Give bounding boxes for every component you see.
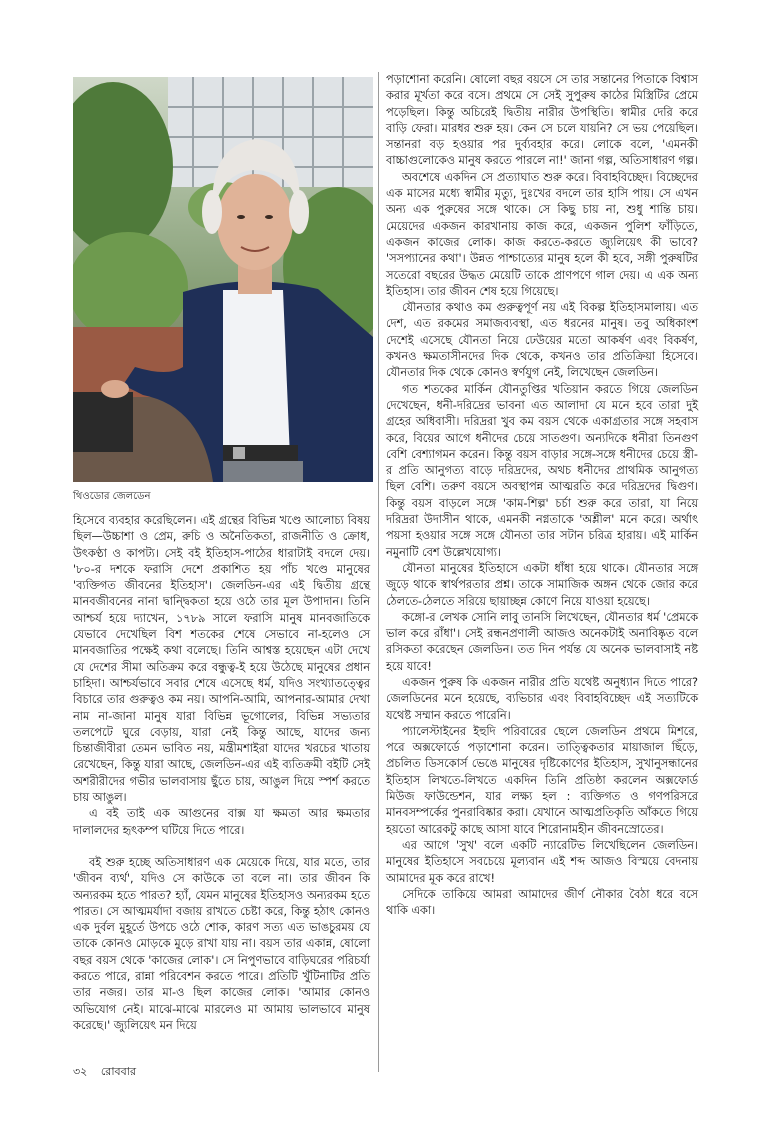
paragraph: বই শুরু হচ্ছে অতিসাধারণ এক মেয়েকে দিয়ে, যার মতে, তার 'জীবন ব্যর্থ', যদিও সে কাউকে তা বলে না। তার জীবন কি অন্যরকম হতে পারত? হ্যাঁ, যেমন মানুষের ইতিহাসও অন্যরকম হতে পারত। সে আত্মমর্যাদা বজায় রাখতে চেষ্টা করে, কিন্তু হঠাৎ কোনও এক দুর্বল মুহূর্তে উপচে ওঠে শোক, কারণ সত্য এত ভাঙচুরময় যে তাকে কোনও মোড়কে মুড়ে রাখা যায় না। বয়স তার একান্ন, ষোলো বছর বয়স থেকে 'কাজের লোক'। সে নিপুণভাবে বাড়িঘরের পরিচর্যা করতে পারে, রান্না পরিবেশন করতে পারে। প্রতিটি খুঁটিনাটির প্রতি তার নজর। তার মা-ও ছিল কাজের লোক। 'আমার কোনও অভিযোগ নেই। মাঝে-মাঝে মারলেও মা আমায় ভালভাবে মানুষ করেছে।' জ্যুলিয়েৎ মন দিয়ে — [73, 855, 370, 1032]
page-footer — [73, 1063, 146, 1082]
paragraph: যৌনতার কথাও কম গুরুত্বপূর্ণ নয় এই বিকল্প ইতিহাসমালায়। এত দেশ, এত রকমের সমাজব্যবস্থা, এত ধরনের মানুষ। তবু অধিকাংশ দেশেই এসেছে যৌনতা নিয়ে ঢেউয়ের মতো আকর্ষণ এবং বিকর্ষণ, কখনও ক্ষমতাসীনদের দিক থেকে, কখনও তার প্রতিক্রিয়া হিসেবে। যৌনতার দিক থেকে কোনও স্বর্ণযুগ নেই, লিখেছেন জেলডিন। — [386, 301, 698, 380]
paragraph: প্যালেস্টাইনের ইহুদি পরিবারের ছেলে জেলডিন প্রথমে মিশরে, পরে অক্সফোর্ডে পড়াশোনা করেন। তাত্ত্বিকতার মায়াজাল ছিঁড়ে, প্রচলিত ডিসকোর্স ভেঙে মানুষের দৃষ্টিকোণের ইতিহাস, সুখানুসন্ধানের ইতিহাস লিখতে-লিখতে একদিন তিনি প্রতিষ্ঠা করলেন অক্সফোর্ড মিউজ ফাউন্ডেশন, যার লক্ষ্য হল : ব্যক্তিগত ও গণপরিসরে মানবসম্পর্কের পুনরাবিষ্কার করা। যেখানে আত্মপ্রতিকৃতি আঁকতে গিয়ে হয়তো আরেকটু কাছে আসা যাবে শিরোনামহীন জীবনস্রোতের। — [386, 724, 698, 836]
portrait-illustration — [73, 77, 373, 482]
magazine-name: রোববার — [100, 1065, 137, 1078]
column-divider — [378, 72, 379, 1072]
paragraph: এর আগে 'সুখ' বলে একটি ন্যারেটিভ লিখেছিলেন জেলডিন। মানুষের ইতিহাসে সবচেয়ে মূল্যবান এই শব্দ আজও বিস্ময়ে বেদনায় আমাদের মূক করে রাখে! — [386, 838, 698, 885]
right-column-text — [386, 72, 698, 919]
paragraph: গত শতকের মার্কিন যৌনতুপ্তির খতিয়ান করতে গিয়ে জেলডিন দেখেছেন, ধনী-দরিদ্রের ভাবনা এত আলাদা যে মনে হবে তারা দুই গ্রহের অধিবাসী। দরিদ্ররা খুব কম বয়স থেকে একাগ্রতার সঙ্গে সহবাস করে, বিয়ের আগে ধনীদের চেয়ে সাতগুণ। অন্যদিকে ধনীরা তিনগুণ বেশি বেশ্যাগমন করেন। কিন্তু বয়স বাড়ার সঙ্গে-সঙ্গে ধনীদের চেয়ে স্ত্রী-র প্রতি আনুগত্য বাড়ে দরিদ্রদের, অথচ ধনীদের প্রাথমিক আনুগত্য ছিল বেশি। তরুণ বয়সে অবস্থাপন্ন আত্মরতি করে দরিদ্রদের দ্বিগুণ। কিন্তু বয়স বাড়লে সঙ্গে 'কাম-শিল্প' চর্চা শুরু করে তারা, যা নিয়ে দরিদ্ররা উদাসীন থাকে, এমনকী নগ্নতাকে 'অশ্লীল' মনে করে। অর্থাৎ পয়সা হওয়ার সঙ্গে সঙ্গে যৌনতা তার সটান চরিত্র হারায়। এই মার্কিন নমুনাটি বেশ উল্লেখযোগ্য। — [386, 382, 698, 559]
paragraph: হিসেবে ব্যবহার করেছিলেন। এই গ্রন্থের বিভিন্ন খণ্ডে আলোচ্য বিষয় ছিল—উচ্চাশা ও প্রেম, রুচি ও অনৈতিকতা, রাজনীতি ও ক্রোধ, উৎকণ্ঠা ও কাপট্য। সেই বই ইতিহাস-পাঠের ধারাটাই বদলে দেয়। '৮০-র দশকে ফরাসি দেশে প্রকাশিত হয় পাঁচ খণ্ডে মানুষের 'ব্যক্তিগত জীবনের ইতিহাস'। জেলডিন-এর এই দ্বিতীয় গ্রন্থে মানবজীবনের নানা দ্বান্দ্বিকতা হয়ে ওঠে তার মূল উপাদান। তিনি আশ্চর্য হয়ে দ্যাখেন, ১৭৮৯ সালে ফরাসি মানুষ মানবজাতিকে যেভাবে দেখেছিল বিশ শতকের শেষে সেভাবে না-হলেও সে মানবজাতির পক্ষেই কথা বলেছে। তিনি আশ্বস্ত হয়েছেন এটা দেখে যে দেশের সীমা অতিক্রম করে বন্ধুত্ব-ই হয়ে উঠেছে মানুষের প্রধান চাহিদা। আশ্চর্যভাবে সবার শেষে এসেছে ধর্ম, যদিও সংখ্যাতত্ত্বের বিচারে তার গুরুত্বও কম নয়। আপনি-আমি, আপনার-আমার দেখা নাম না-জানা মানুষ যারা বিভিন্ন ভূগোলের, বিভিন্ন সভ্যতার তলপেটে ঘুরে বেড়ায়, যারা নেই কিন্তু আছে, যাদের জন্য চিন্তাজীবীরা তেমন ভাবিত নয়, মন্ত্রীমশাইরা যাদের খরচের খাতায় রেখেছেন, কিন্তু যারা আছে, জেলডিন-এর এই ব্যতিক্রমী বইটি সেই অশরীরীদের গভীর ভালবাসায় ছুঁতে চায়, আঙুল দিয়ে স্পর্শ করতে চায় আঙুল। — [73, 514, 370, 805]
paragraph: অবশেষে একদিন সে প্রত্যাঘাত শুরু করে। বিবাহবিচ্ছেদ। বিচ্ছেদের এক মাসের মধ্যে স্বামীর মৃত্যু, দুঃখের বদলে তার হাসি পায়। সে এখন অন্য এক পুরুষের সঙ্গে থাকে। সে কিছু চায় না, শুধু শান্তি চায়। মেয়েদের একজন কারখানায় কাজ করে, একজন পুলিশ ফাঁড়িতে, একজন কাজের লোক। কাজ করতে-করতে জ্যুলিয়েৎ কী ভাবে? 'সসপ্যানের কথা'। উন্নত পাশ্চাত্যের মানুষ হলে কী হবে, সঙ্গী পুরুষটির সতেরো বছরের উদ্ধত মেয়েটি তাকে প্রাণপণে গাল দেয়। এ এক অন্য ইতিহাস। তার জীবন শেষ হয়ে গিয়েছে। — [386, 170, 698, 298]
paragraph: সেদিকে তাকিয়ে আমরা আমাদের জীর্ণ নৌকার বৈঠা ধরে বসে থাকি একা। — [386, 887, 698, 918]
page-number: ৩২ — [73, 1065, 88, 1078]
paragraph: যৌনতা মানুষের ইতিহাসে একটা ধাঁধা হয়ে থাকে। যৌনতার সঙ্গে জুড়ে থাকে স্বার্থপরতার প্রশ্ন। তাকে সামাজিক অঙ্গন থেকে জোর করে ঠেলতে-ঠেলতে সরিয়ে ছায়াচ্ছন্ন কোণে নিয়ে যাওয়া হয়েছে। — [386, 561, 698, 608]
photo-caption: থিওডোর জেলডেন — [73, 491, 151, 502]
paragraph: একজন পুরুষ কি একজন নারীর প্রতি যথেষ্ট অনুধ্যান দিতে পারে? জেলডিনের মনে হয়েছে, ব্যভিচার এবং বিবাহবিচ্ছেদ এই সত্যটিকে যথেষ্ট সম্মান করতে পারেনি। — [386, 675, 698, 722]
portrait-photo — [73, 77, 373, 482]
left-column-text — [73, 513, 370, 1034]
paragraph: পড়াশোনা করেনি। ষোলো বছর বয়সে সে তার সন্তানের পিতাকে বিশ্বাস করার মূর্খতা করে বসে। প্রথমে সে সেই সুপুরুষ কাঠের মিস্ত্রিটির প্রেমে পড়েছিল। কিন্তু অচিরেই দ্বিতীয় নারীর উপস্থিতি। স্বামীর দেরি করে বাড়ি ফেরা। মারধর শুরু হয়। কেন সে চলে যায়নি? সে ভয় পেয়েছিল। সন্তানরা বড় হওয়ার পর দুর্ব্যবহার করে। লোকে বলে, 'এমনকী বাচ্চাগুলোকেও মানুষ করতে পারলে না!' জানা গল্প, অতিসাধারণ গল্প। — [386, 73, 698, 168]
paragraph: কঙ্গো-র লেখক সোনি লাবু তানসি লিখেছেন, যৌনতার ধর্ম 'প্রেমকে ভাল করে রাঁধা'। সেই রন্ধনপ্রণালী আজও অনেকটাই অনাবিষ্কৃত বলে রসিকতা করেছেন জেলডিন। তত দিন পর্যন্ত যে অনেক ভালবাসাই নষ্ট হয়ে যাবে! — [386, 610, 698, 673]
paragraph: এ বই তাই এক আগুনের বাক্স যা ক্ষমতা আর ক্ষমতার দালালদের হৃৎকম্প ঘটিয়ে দিতে পারে। — [73, 807, 370, 837]
